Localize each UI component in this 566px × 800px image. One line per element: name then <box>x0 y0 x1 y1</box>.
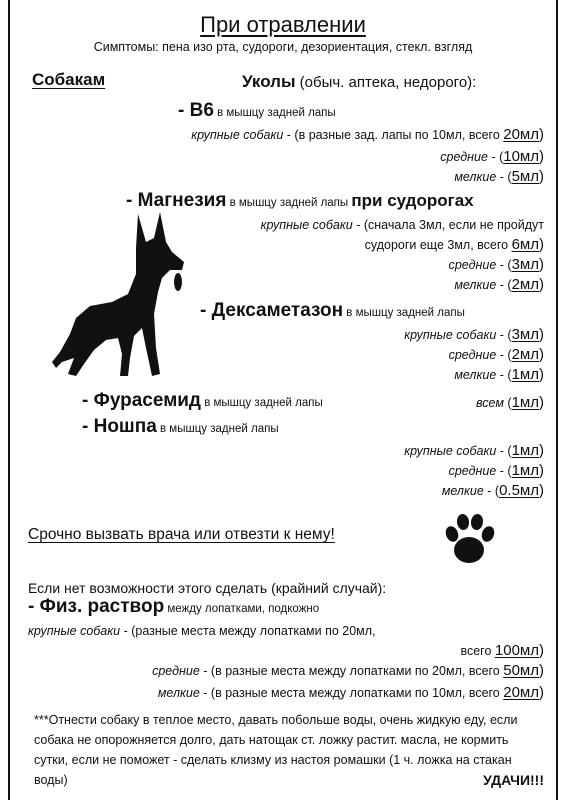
magnesia-large-row <box>261 216 544 234</box>
drug-furosemide <box>82 390 323 412</box>
dose-value: 2мл <box>511 276 539 293</box>
drug-location: в мышцу задней лапы <box>156 423 279 435</box>
dose-text: судороги еще 3мл, всего <box>364 238 512 252</box>
size-label: крупные собаки <box>28 624 121 638</box>
drug-name: - Физ. раствор <box>28 596 165 617</box>
poster <box>8 0 558 800</box>
drug-name: - Ношпа <box>82 416 157 437</box>
paw-print-icon <box>438 508 500 570</box>
injections-label: Уколы <box>242 72 296 91</box>
size-label: мелкие <box>441 484 484 498</box>
drug-name: - Дексаметазон <box>200 300 344 321</box>
size-label: мелкие <box>454 368 497 382</box>
dose-text: - (в разные места между лопатками по 20мл, всего <box>199 664 504 678</box>
size-label: средние <box>448 348 497 362</box>
injections-heading <box>242 72 476 92</box>
size-label: мелкие <box>454 278 497 292</box>
dose-text: - (в разные места между лопатками по 10мл, всего <box>199 686 504 700</box>
dose-total: 6мл <box>511 236 539 253</box>
dose-value: 1мл <box>511 394 539 411</box>
b6-medium-row: средние - (10мл) <box>440 148 544 165</box>
drug-location: между лопатками, подкожно <box>164 603 320 615</box>
symptoms-line: Симптомы: пена изо рта, судороги, дезориентация, стекл. взгляд <box>93 40 473 54</box>
noshpa-medium-row: средние - (1мл) <box>448 462 544 479</box>
good-luck: УДАЧИ!!! <box>483 772 544 788</box>
fallback-intro: Если нет возможности этого сделать (крайний случай): <box>28 580 387 596</box>
dose-total: 50мл <box>503 662 539 679</box>
noshpa-large-row: крупные собаки - (1мл) <box>404 442 544 459</box>
dose-close: ) <box>539 236 544 253</box>
dexamethasone-small-row: мелкие - (1мл) <box>454 366 544 383</box>
magnesia-large-row-2 <box>365 236 544 254</box>
size-label: средние <box>448 464 497 478</box>
size-label: крупные собаки <box>404 328 497 342</box>
dose-value: 1мл <box>511 442 539 459</box>
drug-magnesia <box>126 190 474 212</box>
dose-close: ) <box>539 642 544 659</box>
drug-b6 <box>178 100 336 122</box>
page-title: При отравлении <box>200 12 366 37</box>
injections-note: (обыч. аптека, недорого): <box>295 74 477 91</box>
dexamethasone-medium-row: средние - (2мл) <box>448 346 544 363</box>
dogs-heading: Собакам <box>32 70 106 89</box>
size-label: крупные собаки <box>191 128 284 142</box>
size-label: мелкие <box>454 170 497 184</box>
size-label: средние <box>152 664 200 678</box>
saline-large-row <box>28 622 376 640</box>
dose-value: 1мл <box>511 366 539 383</box>
saline-medium-row: средние - (в разные места между лопатками по 20мл, всего 50мл) <box>152 662 544 679</box>
drug-location: в мышцу задней лапы <box>201 397 323 409</box>
size-label: средние <box>448 258 497 272</box>
dose-close: ) <box>539 126 544 143</box>
saline-small-row: мелкие - (в разные места между лопатками по 10мл, всего 20мл) <box>157 684 544 701</box>
size-label: крупные собаки <box>404 444 497 458</box>
magnesia-small-row: мелкие - (2мл) <box>454 276 544 293</box>
dose-text: всего <box>460 644 495 658</box>
size-label: мелкие <box>157 686 200 700</box>
size-label: всем <box>476 396 504 410</box>
dexamethasone-large-row: крупные собаки - (3мл) <box>404 326 544 343</box>
drug-noshpa <box>82 416 279 438</box>
furosemide-all-row: всем (1мл) <box>476 394 544 411</box>
dose-text: - (сначала 3мл, если не пройдут <box>352 218 544 232</box>
drug-name: - В6 <box>178 100 214 121</box>
drug-name: - Магнезия <box>126 190 227 211</box>
dog-silhouette-icon <box>50 208 190 384</box>
b6-small-row: мелкие - (5мл) <box>454 168 544 185</box>
dose-text: - (разные места между лопатками по 20мл, <box>120 624 376 638</box>
drug-dexamethasone <box>200 300 465 322</box>
dose-total: 100мл <box>494 642 539 659</box>
size-label: средние <box>440 150 488 164</box>
dose-total: 20мл <box>503 126 539 143</box>
saline-large-row-2 <box>460 642 544 660</box>
drug-saline <box>28 596 319 618</box>
drug-location: в мышцу задней лапы <box>213 107 336 119</box>
dose-value: 3мл <box>511 326 539 343</box>
dose-value: 1мл <box>511 462 539 479</box>
dose-value: 5мл <box>511 168 539 185</box>
drug-condition: при судорогах <box>351 191 474 210</box>
drug-location: в мышцу задней лапы <box>343 307 465 319</box>
dose-value: 10мл <box>503 148 539 165</box>
dose-value: 0.5мл <box>499 482 539 499</box>
dose-value: 2мл <box>511 346 539 363</box>
magnesia-medium-row: средние - (3мл) <box>448 256 544 273</box>
notes-text: ***Отнести собаку в теплое место, давать побольше воды, очень жидкую еду, если собака не опорожняется долго, дать натощак ст. ложку растит. масла, не кормить сутки, если не поможет - сделать клизму из настоя ромашки (1 ч. ложка на стакан воды) <box>34 713 518 787</box>
dose-total: 20мл <box>503 684 539 701</box>
dose-text: - (в разные зад. лапы по 10мл, всего <box>283 128 504 142</box>
dose-value: 3мл <box>511 256 539 273</box>
drug-location: в мышцу задней лапы <box>226 197 352 209</box>
noshpa-small-row: мелкие - (0.5мл) <box>441 482 544 499</box>
drug-name: - Фурасемид <box>82 390 201 411</box>
b6-large-row <box>191 126 544 144</box>
care-notes <box>34 710 544 790</box>
urgent-callout: Срочно вызвать врача или отвезти к нему! <box>28 526 335 543</box>
size-label: крупные собаки <box>260 218 353 232</box>
